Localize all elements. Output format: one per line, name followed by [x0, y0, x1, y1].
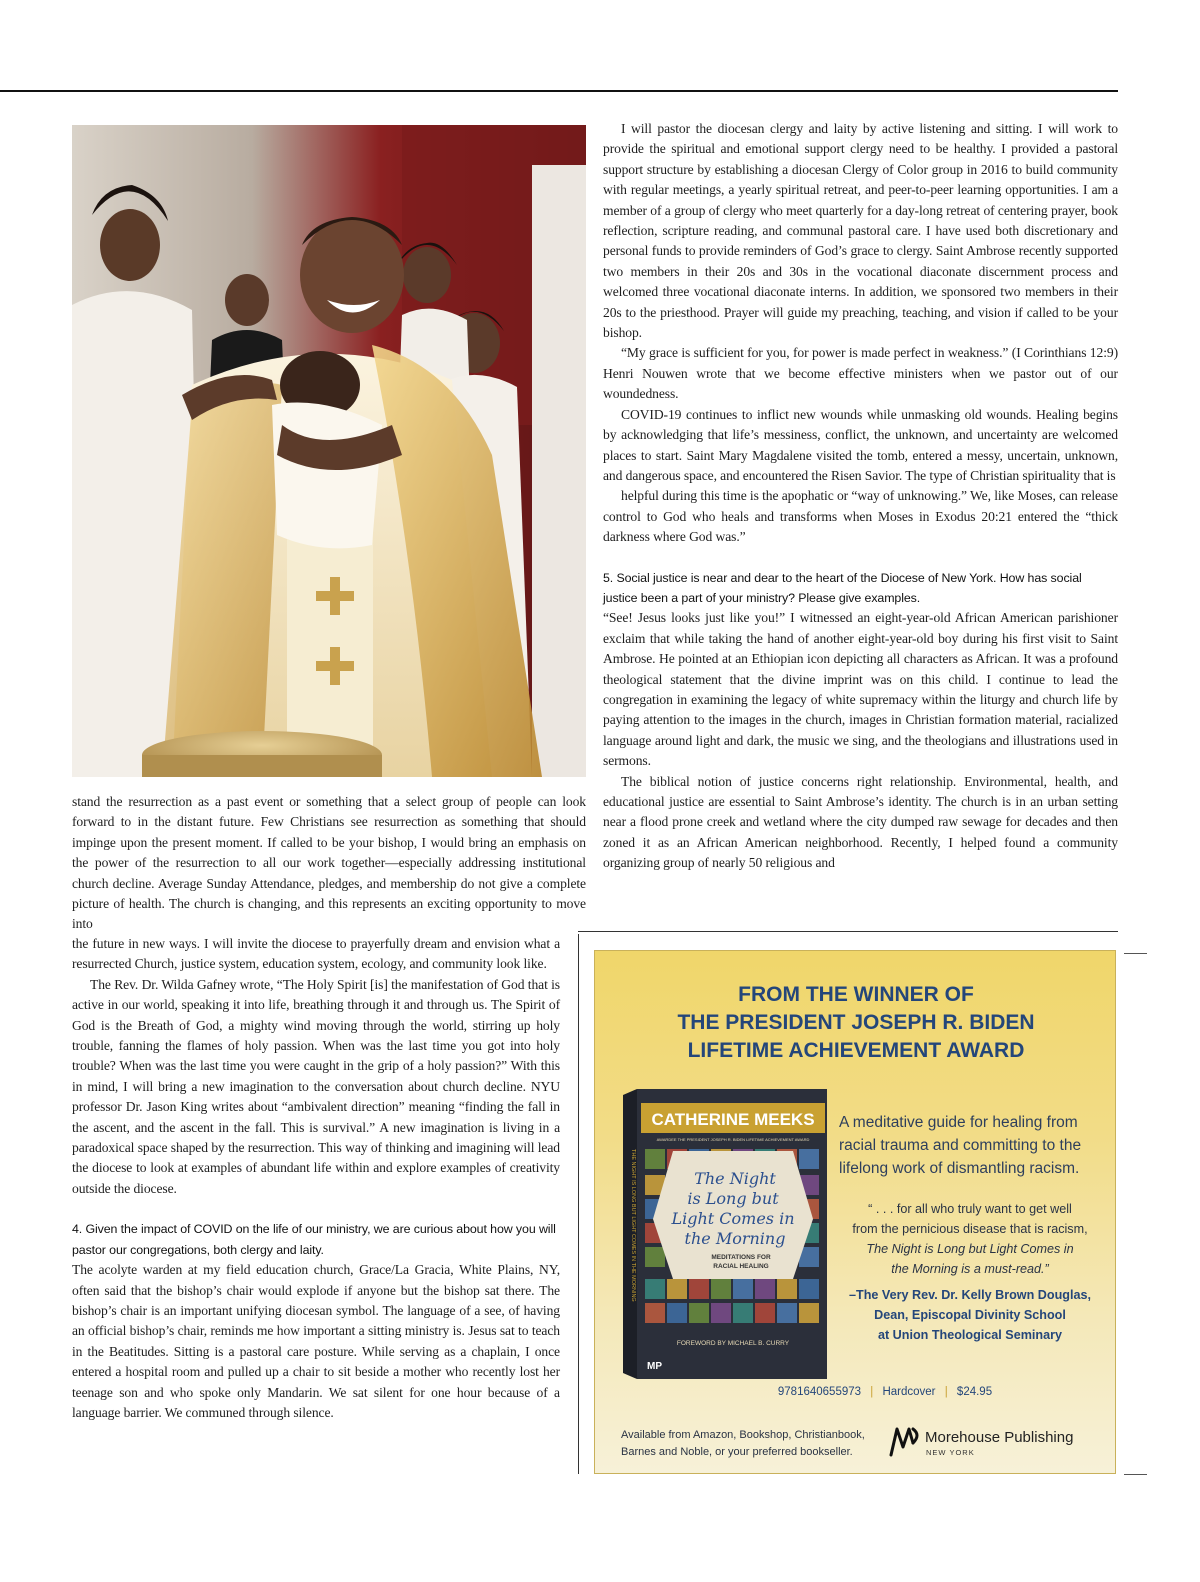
book-author-sub: AWARDEE THE PRESIDENT JOSEPH R. BIDEN LIFETIME ACHIEVEMENT AWARD: [656, 1137, 810, 1142]
question-5-heading: 5. Social justice is near and dear to the heart of the Diocese of New York. How has social justice been a part of your ministry? Please give examples.: [603, 570, 1082, 605]
ad-top-rule: [578, 931, 1118, 932]
ad-headline-line: THE PRESIDENT JOSEPH R. BIDEN: [677, 1011, 1035, 1034]
baptism-photo-illustration: [72, 125, 586, 777]
margin-tick-bottom: [1124, 1474, 1147, 1475]
ad-publisher-city: NEW YORK: [926, 1448, 975, 1457]
book-publisher-mark: MP: [647, 1361, 662, 1372]
paragraph-covid: COVID-19 continues to inflict new wounds while unmasking old wounds. Healing begins by acknowledging that life’s messiness, conflict, the unknown, and uncertainty are welcomed places to start. Saint Mary Magdalene visited the tomb, entered a messy, uncertain, unknown, and dangerous space, and encountered the Risen Savior. The type of Christian spirituality that is: [603, 406, 1118, 483]
book-title-line: is Long but: [687, 1189, 779, 1208]
ad-isbn: 9781640655973: [777, 1386, 862, 1398]
paragraph-resurrection: stand the resurrection as a past event or something that a select group of people can look forward to in the distant future. Few Christians see resurrection as something that should impinge upon the present moment. If called to be your bishop, I would bring an emphasis on the power of the resurrection to all our work together—especially addressing institutional church decline. Average Sunday Attendance, pledges, and membership do not give a complete picture of health. The church is changing, and this represents an exciting opportunity to move into: [72, 794, 586, 932]
book-advertisement[interactable]: [594, 950, 1116, 1474]
column-left-top: [72, 792, 586, 935]
ad-publisher: Morehouse Publishing: [925, 1429, 1074, 1446]
ad-quote-line: from the pernicious disease that is racism,: [852, 1222, 1088, 1236]
ad-description: A meditative guide for healing from racial trauma and committing to the lifelong work of dismantling racism.: [839, 1114, 1082, 1177]
book-author: CATHERINE MEEKS: [651, 1110, 815, 1129]
top-rule: [0, 90, 1118, 92]
morehouse-logo-icon: [887, 1423, 921, 1459]
book-subtitle-line: MEDITATIONS FOR: [711, 1254, 771, 1261]
ad-availability: [621, 1427, 881, 1461]
ad-availability-line: Available from Amazon, Bookshop, Christianbook,: [621, 1429, 865, 1441]
ad-separator: |: [944, 1386, 948, 1398]
paragraph-see-jesus: “See! Jesus looks just like you!” I witnessed an eight-year-old African American parishioner exclaim that while taking the hand of another eight-year-old boy during his first visit to Saint Ambrose. He pointed at an Ethiopian icon depicting all characters as African. It was a profound theological statement that the divine imprint was on this child. I continue to lead the congregation in examining the legacy of white supremacy within the liturgy and church life by paying attention to the images in the church, images in Christian formation material, racialized language around light and dark, the music we sing, and the theologians and illustrations used in sermons.: [603, 610, 1118, 769]
ad-price: $24.95: [956, 1386, 993, 1398]
ad-headline: [595, 981, 1117, 1065]
book-spine-title: THE NIGHT IS LONG BUT LIGHT COMES IN THE MORNING: [630, 1149, 636, 1302]
paragraph-resurrection-cont: the future in new ways. I will invite the diocese to prayerfully dream and envision what a resurrected Church, justice system, education system, ecology, and community look like.: [72, 936, 560, 972]
ad-availability-line: Barnes and Noble, or your preferred bookseller.: [621, 1446, 853, 1458]
ad-attribution: [839, 1285, 1101, 1345]
paragraph-biblical-justice: The biblical notion of justice concerns right relationship. Environmental, health, and educational justice are essential to Saint Ambrose’s identity. The church is in an urban setting near a flood prone creek and wetland where the city dumped raw sewage for decades and then zoned it as an African American neighborhood. Recently, I helped found a community organizing group of nearly 50 religious and: [603, 773, 1118, 871]
ad-headline-line: LIFETIME ACHIEVEMENT AWARD: [687, 1039, 1025, 1062]
ad-attribution-line: Dean, Episcopal Divinity School: [874, 1308, 1066, 1322]
book-title-line: The Night: [694, 1169, 776, 1188]
book-title-line: the Morning: [684, 1229, 786, 1248]
ad-quote-line: the Morning is a must-read.”: [891, 1262, 1049, 1276]
baptism-photo: [72, 125, 586, 777]
book-subtitle-line: RACIAL HEALING: [713, 1263, 769, 1270]
ad-headline-line: FROM THE WINNER OF: [738, 983, 974, 1006]
spacer: [72, 1199, 560, 1219]
book-cover[interactable]: [623, 1089, 827, 1379]
column-right: [603, 119, 1118, 874]
paragraph-apophatic: helpful during this time is the apophatic or “way of unknowing.” We, like Moses, can release control to God who heals and transforms when Moses in Exodus 20:21 entered the “thick darkness where God was.”: [603, 488, 1118, 545]
ad-format: Hardcover: [882, 1386, 936, 1398]
ad-separator: |: [870, 1386, 874, 1398]
ad-attribution-line: at Union Theological Seminary: [877, 1328, 1063, 1342]
ad-left-rule: [578, 934, 579, 1474]
question-4-heading: 4. Given the impact of COVID on the life of our ministry, we are curious about how you will pastor our congregations, both clergy and laity.: [72, 1222, 556, 1257]
paragraph-grace-sufficient: “My grace is sufficient for you, for power is made perfect in weakness.” (I Corinthians 12:9) Henri Nouwen wrote that we become effective ministers when we pastor out of our woundedness.: [603, 345, 1118, 402]
paragraph-holy-spirit: The Rev. Dr. Wilda Gafney wrote, “The Holy Spirit [is] the manifestation of God that is active in our world, speaking it into life, breathing through it and through us. The Spirit of God is the Breath of God, a mighty wind moving through the world, stirring up holy trouble, fanning the flames of holy passion. When was the last time you got into holy trouble? When was the last time you were caught in the grip of a holy passion?” With this in mind, I will bring a new imagination to the conversation about church decline. NYU professor Dr. Jason King writes about “ambivalent direction” meaning “finding the fall in the ascent, and the ascent in the fall. This is survival.” A new imagination is living in a paradoxical space shaped by the resurrection. This way of thinking and imagining will lead the diocese to look at examples of abundant life within and explore examples of creativity outside the diocese.: [72, 976, 560, 1196]
ad-quote-line: The Night is Long but Light Comes in: [866, 1242, 1074, 1256]
paragraph-bishops-chair: The acolyte warden at my field education church, Grace/La Gracia, White Plains, NY, often said that the bishop’s chair would explode if anyone but the bishop sat there. The bishop’s chair is an important unifying diocesan symbol. The language of a see, of having an official bishop’s chair, reminds me how important a sitting ministry is. Jesus sat to teach in the Beatitudes. Sitting is a pastoral care posture. While serving as a chaplain, I once entered a hospital room and pulled up a chair to sit beside a mother who recently lost her teenage son and who spoke only Mandarin. We sat silent for one hour because of a language barrier. We communed through silence.: [72, 1262, 560, 1420]
ad-quote: [839, 1199, 1101, 1279]
ad-attribution-line: –The Very Rev. Dr. Kelly Brown Douglas,: [849, 1288, 1091, 1302]
book-title-line: Light Comes in: [671, 1209, 795, 1228]
column-left: [72, 934, 560, 1423]
paragraph-pastor-clergy: I will pastor the diocesan clergy and laity by active listening and sitting. I will work to provide the spiritual and emotional support clergy need to be healthy. I provided a pastoral support structure by establishing a diocesan Clergy of Color group in 2016 to build community with regular meetings, a yearly spiritual retreat, and peer-to-peer learning opportunities. I am a member of a group of clergy who meet quarterly for a day-long retreat of centering prayer, book reflection, scripture reading, and communal pastoral care. I have used both discretionary and personal funds to provide reminders of God’s grace to clergy. Saint Ambrose recently supported two members in their 20s and 30s in the vocational diaconate discernment process and welcomed three vocational diaconate interns. In addition, we sponsored two members in their 20s to the priesthood. Prayer will guide my preaching, teaching, and vision if called to be your bishop.: [603, 121, 1118, 341]
book-foreword: FOREWORD BY MICHAEL B. CURRY: [676, 1340, 790, 1347]
ad-book-details: [745, 1386, 1025, 1398]
spacer: [603, 548, 1118, 568]
ad-quote-line: “ . . . for all who truly want to get well: [868, 1202, 1072, 1216]
margin-tick-top: [1124, 953, 1147, 954]
